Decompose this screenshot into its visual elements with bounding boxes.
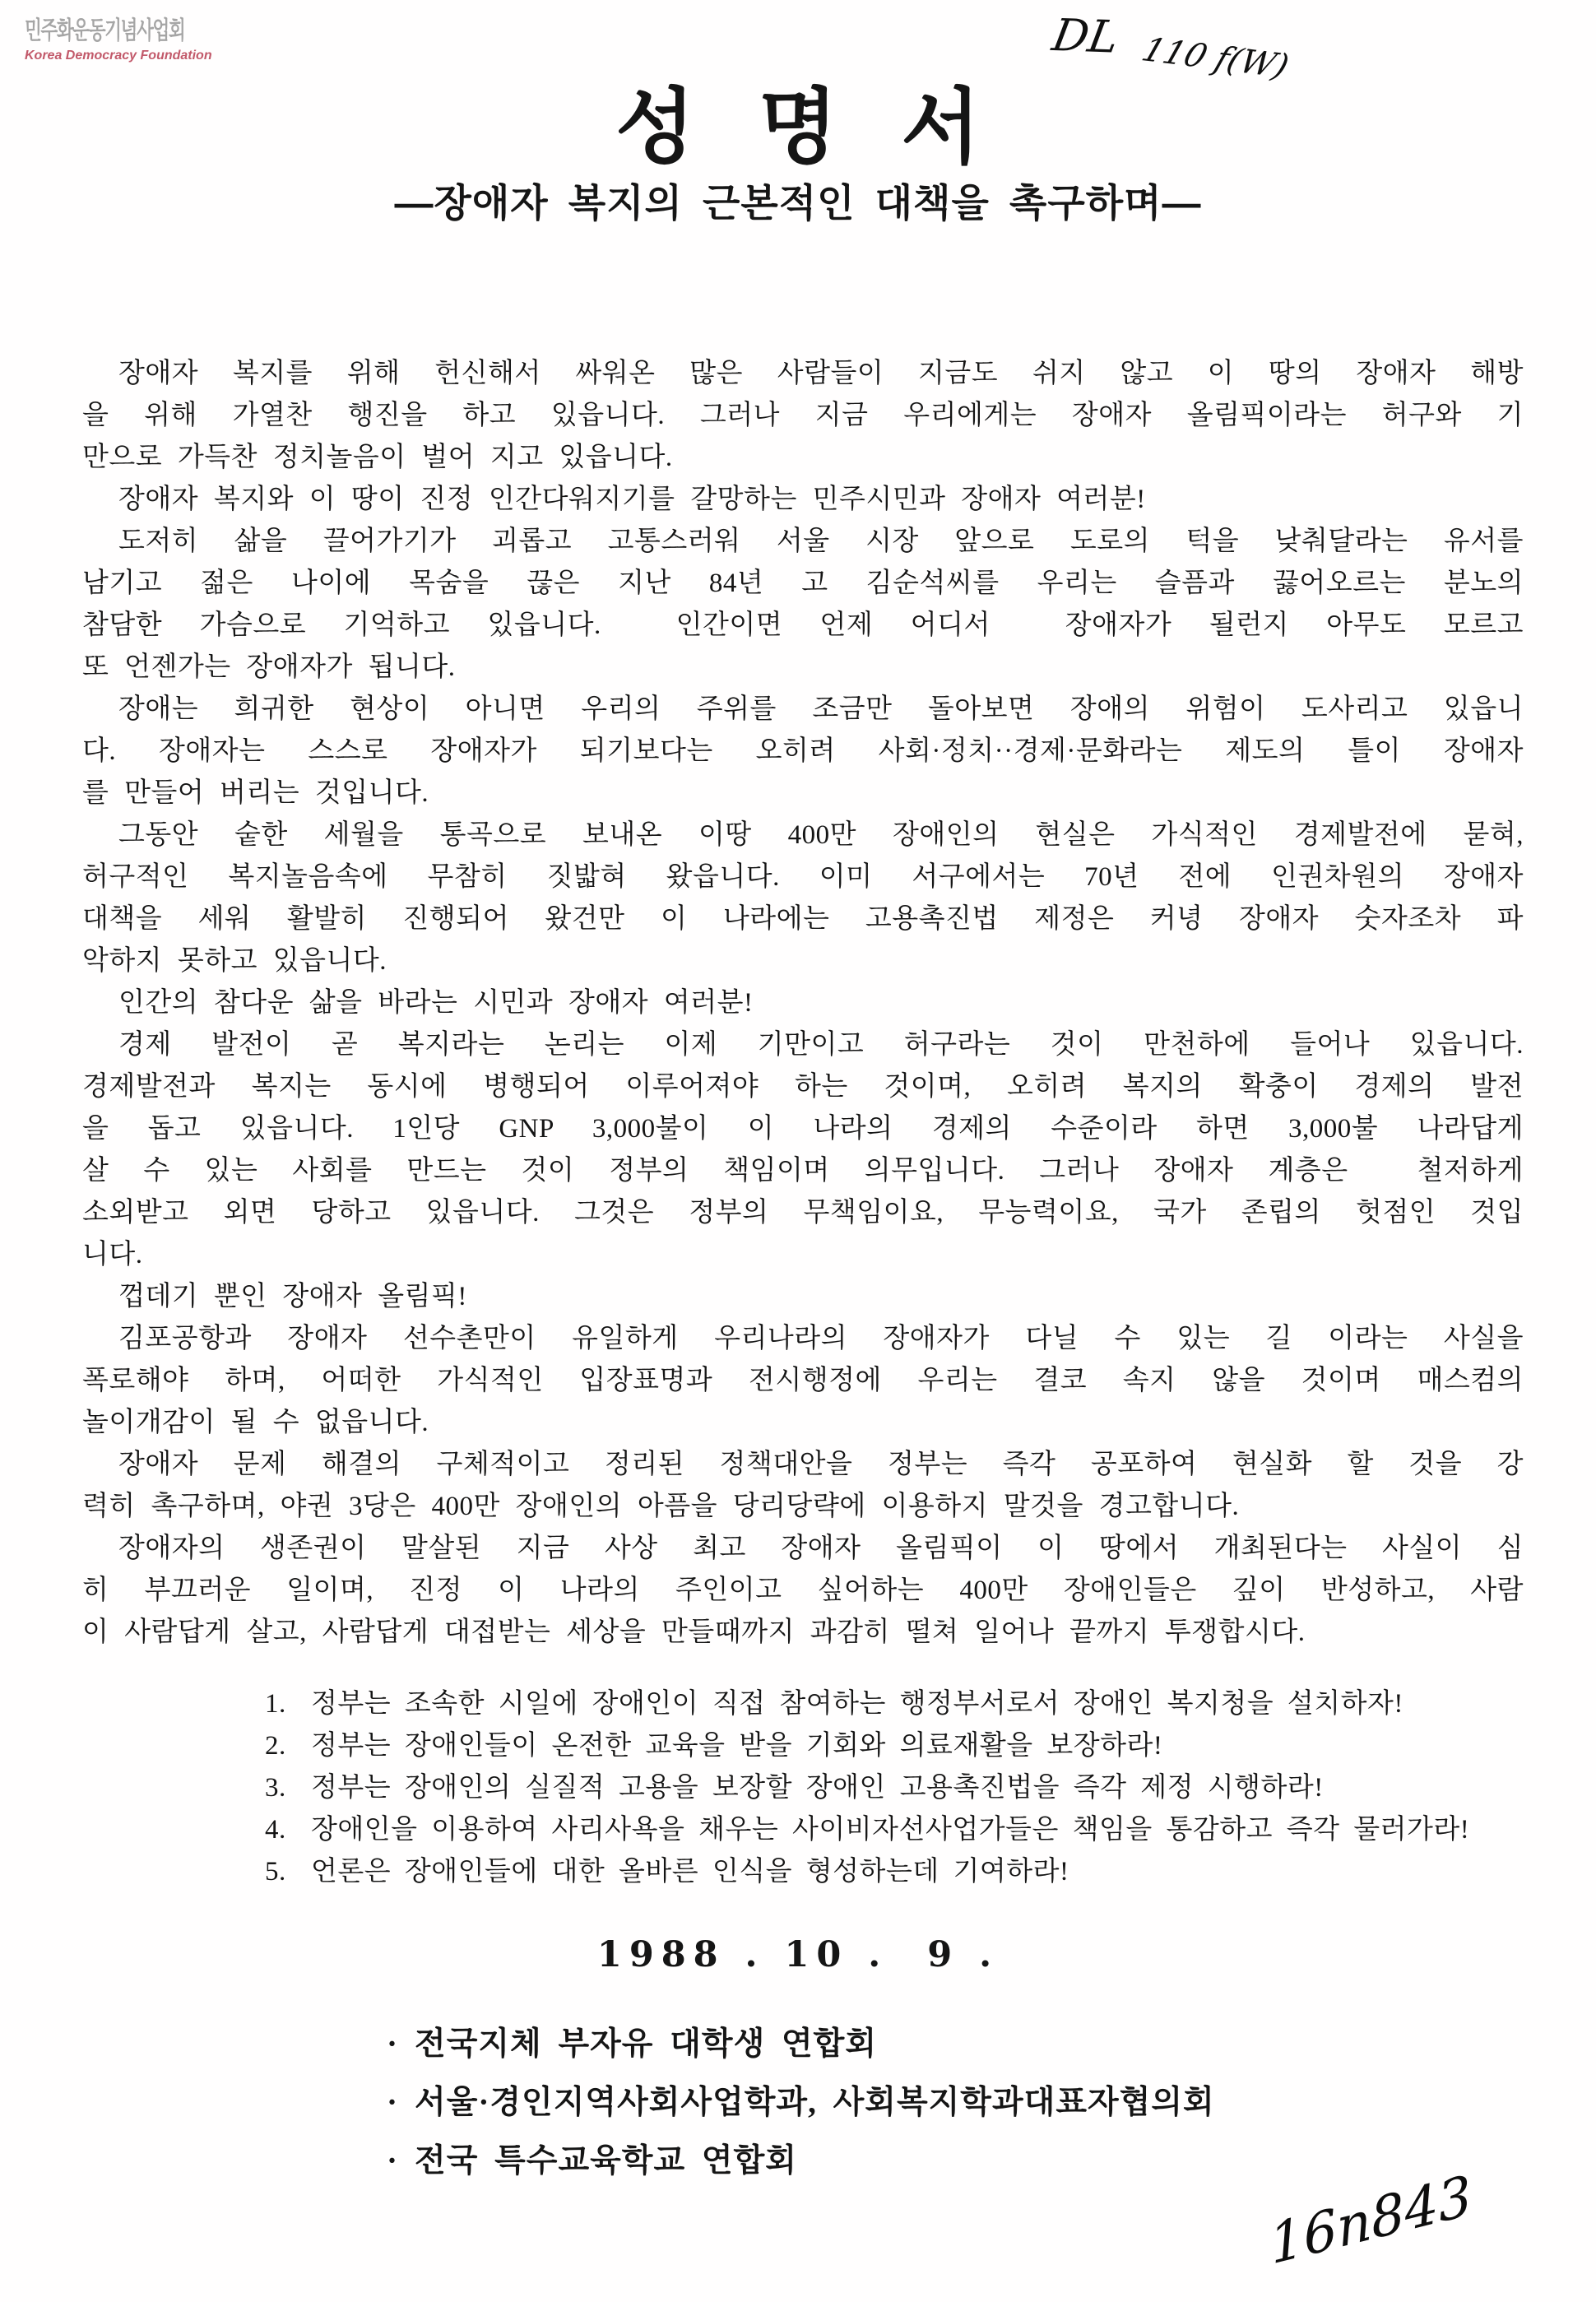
body-line: 장애자 복지와 이 땅이 진정 인간다워지기를 갈망하는 민주시민과 장애자 여러분! — [118, 485, 1146, 514]
body-line: 또 언젠가는 장애자가 됩니다. — [82, 652, 456, 682]
body-paragraph — [82, 1318, 1524, 1444]
body-line: 경제 발전이 곧 복지라는 논리는 이제 기만이고 허구라는 것이 만천하에 들어나 있읍니다. — [118, 1030, 1524, 1060]
body-line: 다. 장애자는 스스로 장애자가 되기보다는 오히려 사회·정치··경제·문화라는 제도의 틀이 장애자 — [82, 736, 1524, 766]
demand-item — [265, 1683, 1514, 1725]
demand-text: 언론은 장애인들에 대한 올바른 인식을 형성하는데 기여하라! — [311, 1857, 1069, 1887]
body-line: 허구적인 복지놀음속에 무참히 짓밟혀 왔읍니다. 이미 서구에서는 70년 전에 인권차원의 장애자 — [82, 862, 1524, 892]
demand-text: 장애인을 이용하여 사리사욕을 채우는 사이비자선사업가들은 책임을 통감하고 즉각 물러가라! — [311, 1815, 1470, 1845]
signatory-bullet: · — [387, 2085, 399, 2120]
body-line: 력히 촉구하며, 야권 3당은 400만 장애인의 아픔을 당리당략에 이용하지 말것을 경고합니다. — [82, 1492, 1240, 1521]
signatory-name: 전국 특수교육학교 연합회 — [415, 2143, 797, 2179]
demand-text: 정부는 장애인의 실질적 고용을 보장할 장애인 고용촉진법을 즉각 제정 시행하라! — [311, 1773, 1324, 1803]
body-line: 소외받고 외면 당하고 있읍니다. 그것은 정부의 무책임이요, 무능력이요, 국가 존립의 헛점인 것입 — [82, 1198, 1524, 1228]
signatory-name: 전국지체 부자유 대학생 연합회 — [415, 2026, 878, 2062]
body-paragraph — [82, 479, 1524, 521]
body-line: 이 사람답게 살고, 사람답게 대접받는 세상을 만들때까지 과감히 떨쳐 일어나 끝까지 투쟁합시다. — [82, 1617, 1306, 1647]
body-line: 남기고 젊은 나이에 목숨을 끊은 지난 84년 고 김순석씨를 우리는 슬픔과 끓어오르는 분노의 — [82, 569, 1524, 598]
demand-text: 정부는 조속한 시일에 장애인이 직접 참여하는 행정부서로서 장애인 복지청을 설치하자! — [311, 1689, 1403, 1719]
body-line: 을 돕고 있읍니다. 1인당 GNP 3,000불이 이 나라의 경제의 수준이라 하면 3,000불 나라답게 — [82, 1114, 1524, 1144]
body-paragraph — [82, 1024, 1524, 1276]
demand-number: 2. — [265, 1731, 286, 1761]
body-line: 을 위해 가열찬 행진을 하고 있읍니다. 그러나 지금 우리에게는 장애자 올림픽이라는 허구와 기 — [82, 401, 1524, 430]
document-title: 성 명 서 — [615, 82, 981, 174]
demands-list — [0, 1683, 1596, 1893]
body-paragraph — [82, 521, 1524, 689]
body-line: 경제발전과 복지는 동시에 병행되어 이루어져야 하는 것이며, 오히려 복지의 확충이 경제의 발전 — [82, 1072, 1524, 1102]
body-line: 도저히 삶을 끌어가기가 괴롭고 고통스러워 서울 시장 앞으로 도로의 턱을 낮춰달라는 유서를 — [118, 527, 1524, 556]
body-paragraph — [82, 1444, 1524, 1528]
body-line: 장애자의 생존권이 말살된 지금 사상 최고 장애자 올림픽이 이 땅에서 개최된다는 사실이 심 — [118, 1534, 1524, 1563]
body-paragraph — [82, 1276, 1524, 1318]
demand-item — [265, 1809, 1514, 1851]
demand-number: 1. — [265, 1689, 286, 1719]
demand-text: 정부는 장애인들이 온전한 교육을 받을 기회와 의료재활을 보장하라! — [311, 1731, 1163, 1761]
body-paragraph — [82, 1528, 1524, 1654]
handwritten-annotation-top — [1048, 9, 1294, 86]
logo-english-text: Korea Democracy Foundation — [25, 49, 212, 63]
signatories-list — [0, 2015, 1596, 2190]
body-line: 김포공항과 장애자 선수촌만이 유일하게 우리나라의 장애자가 다닐 수 있는 길 이라는 사실을 — [118, 1324, 1524, 1353]
document-date: 1988 . 10 . 9 . — [596, 1934, 1000, 1975]
body-paragraph — [82, 982, 1524, 1024]
body-line: 그동안 숱한 세월을 통곡으로 보내온 이땅 400만 장애인의 현실은 가식적인 경제발전에 묻혀, — [118, 820, 1524, 850]
document-subtitle: —장애자 복지의 근본적인 대책을 촉구하며— — [394, 181, 1202, 225]
body-line: 인간의 참다운 삶을 바라는 시민과 장애자 여러분! — [118, 988, 754, 1018]
body-line: 니다. — [82, 1240, 143, 1269]
body-text — [0, 353, 1596, 1654]
signatory-bullet: · — [387, 2026, 399, 2062]
body-line: 참담한 가슴으로 기억하고 있읍니다. 인간이면 언제 어디서 장애자가 될런지 아무도 모르고 — [82, 610, 1524, 640]
body-line: 장애자 복지를 위해 헌신해서 싸워온 많은 사람들이 지금도 쉬지 않고 이 땅의 장애자 해방 — [118, 359, 1524, 388]
kdf-logo — [25, 10, 247, 63]
body-line: 장애자 문제 해결의 구체적이고 정리된 정책대안을 정부는 즉각 공포하여 현실화 할 것을 강 — [118, 1450, 1524, 1479]
body-line: 놀이개감이 될 수 없읍니다. — [82, 1408, 429, 1437]
body-line: 폭로해야 하며, 어떠한 가식적인 입장표명과 전시행정에 우리는 결코 속지 않을 것이며 매스컴의 — [82, 1366, 1524, 1395]
handwritten-dl: DL — [1048, 9, 1123, 63]
demand-number: 3. — [265, 1773, 286, 1803]
body-paragraph — [82, 815, 1524, 982]
demand-number: 4. — [265, 1815, 286, 1845]
demand-item — [265, 1851, 1514, 1893]
body-line: 악하지 못하고 있읍니다. — [82, 946, 387, 976]
logo-korean-calligraphy: 민주화운동기념사업회 — [25, 16, 185, 45]
body-line: 히 부끄러운 일이며, 진정 이 나라의 주인이고 싶어하는 400만 장애인들은 깊이 반성하고, 사람 — [82, 1576, 1524, 1605]
body-line: 껍데기 뿐인 장애자 올림픽! — [118, 1282, 467, 1311]
body-paragraph — [82, 689, 1524, 815]
handwritten-number-top: 110 f(W) — [1137, 30, 1294, 86]
body-line: 대책을 세워 활발히 진행되어 왔건만 이 나라에는 고용촉진법 제정은 커녕 장애자 숫자조차 파 — [82, 904, 1524, 934]
body-paragraph — [82, 353, 1524, 479]
signatory-name: 서울·경인지역사회사업학과, 사회복지학과대표자협의회 — [415, 2085, 1215, 2120]
handwritten-archive-number: 16n843 — [1266, 2163, 1475, 2277]
signatory-bullet: · — [387, 2143, 399, 2179]
body-line: 장애는 희귀한 현상이 아니면 우리의 주위를 조금만 돌아보면 장애의 위험이 도사리고 있읍니 — [118, 694, 1524, 724]
body-line: 를 만들어 버리는 것입니다. — [82, 778, 429, 808]
demand-item — [265, 1767, 1514, 1809]
signatory-item — [387, 2015, 1596, 2073]
body-line: 만으로 가득찬 정치놀음이 벌어 지고 있읍니다. — [82, 443, 673, 472]
body-line: 살 수 있는 사회를 만드는 것이 정부의 책임이며 의무입니다. 그러나 장애자 계층은 철저하게 — [82, 1156, 1524, 1186]
signatory-item — [387, 2073, 1596, 2132]
demand-number: 5. — [265, 1857, 286, 1887]
demand-item — [265, 1725, 1514, 1767]
